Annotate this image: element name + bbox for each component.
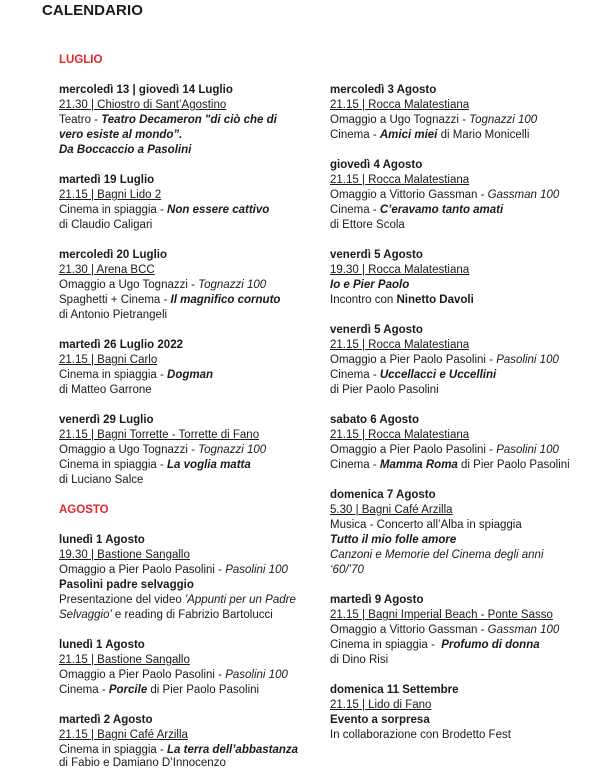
event-title: La voglia matta — [167, 459, 251, 471]
event-date: domenica 11 Settembre — [330, 684, 459, 696]
event-venue-link[interactable]: 21.15 | Rocca Malatestiana — [330, 174, 470, 186]
event-venue-link[interactable]: 21.15 | Bagni Torrette - Torrette di Fano — [59, 429, 260, 441]
event-description — [59, 203, 269, 218]
event-title: Uccellacci e Uccellini — [379, 369, 497, 381]
event-venue-link[interactable]: 21.15 | Rocca Malatestiana — [330, 429, 470, 441]
event-series: Pasolini 100 — [225, 564, 288, 576]
event-title: C’eravamo tanto amati — [379, 204, 504, 216]
event-title: Profumo di donna — [441, 639, 540, 651]
event-director: di Luciano Salce — [59, 474, 144, 486]
event-tribute-text: Omaggio a Ugo Tognazzi - — [59, 279, 199, 291]
event-date: venerdì 29 Luglio — [59, 414, 154, 426]
event-venue-link[interactable]: 21.15 | Bagni Lido 2 — [59, 189, 162, 201]
event-category: Cinema - — [330, 129, 380, 141]
event-director: di Ettore Scola — [330, 219, 405, 231]
event-category: Cinema - — [330, 204, 380, 216]
event-video-title-continued: Selvaggio' — [59, 609, 112, 621]
event-director: di Antonio Pietrangeli — [59, 309, 168, 321]
event-tribute-text: Omaggio a Pier Paolo Pasolini - — [59, 564, 226, 576]
event-venue-link[interactable]: 21.15 | Bastione Sangallo — [59, 654, 190, 666]
event-description — [59, 593, 296, 608]
event-guest: Ninetto Davoli — [396, 294, 474, 306]
event-venue-link[interactable]: 21.15 | Bagni Carlo — [59, 354, 158, 366]
event-subtitle-continued: ‘60/’70 — [330, 564, 364, 576]
event-date: mercoledì 3 Agosto — [330, 84, 437, 96]
event-venue-link[interactable]: 21.15 | Rocca Malatestiana — [330, 339, 470, 351]
event-reading-text: e reading di Fabrizio Bartolucci — [111, 609, 273, 621]
event-tribute — [59, 668, 288, 683]
event-venue-link[interactable]: 19.30 | Rocca Malatestiana — [330, 264, 470, 276]
event-director: di Matteo Garrone — [59, 384, 152, 396]
event-title: Teatro Decameron "di ciò che di — [101, 114, 277, 126]
event-title: Dogman — [167, 369, 214, 381]
event-description-text: Incontro con — [330, 294, 397, 306]
event-series: Gassman 100 — [487, 624, 560, 636]
event-tribute-text: Omaggio a Ugo Tognazzi - — [330, 114, 470, 126]
event-subtitle: Canzoni e Memorie del Cinema degli anni — [330, 549, 544, 561]
event-venue-link[interactable]: 21.30 | Arena BCC — [59, 264, 155, 276]
event-director: di Fabio e Damiano D’Innocenzo — [59, 757, 226, 769]
event-subtitle: Da Boccaccio a Pasolini — [59, 144, 192, 156]
event-description — [59, 368, 213, 383]
event-category: Cinema in spiaggia - — [59, 369, 168, 381]
event-category: Cinema in spiaggia - — [330, 639, 442, 651]
event-director: di Mario Monicelli — [437, 129, 530, 141]
event-date: martedì 19 Luglio — [59, 174, 155, 186]
event-description — [330, 638, 540, 653]
event-venue-link[interactable]: 21.15 | Rocca Malatestiana — [330, 99, 470, 111]
event-tribute-text: Omaggio a Pier Paolo Pasolini - — [330, 444, 497, 456]
event-title: Evento a sorpresa — [330, 714, 430, 726]
page-title: CALENDARIO — [42, 2, 143, 19]
event-date: martedì 9 Agosto — [330, 594, 424, 606]
event-description — [59, 113, 277, 128]
event-venue-link[interactable]: 21.15 | Bagni Imperial Beach - Ponte Sasso — [330, 609, 553, 621]
event-tribute — [330, 443, 559, 458]
event-venue-link[interactable]: 19.30 | Bastione Sangallo — [59, 549, 190, 561]
event-venue-link[interactable]: 21.30 | Chiostro di Sant’Agostino — [59, 99, 227, 111]
event-title: Io e Pier Paolo — [330, 279, 410, 291]
event-venue-link[interactable]: 21.15 | Lido di Fano — [330, 699, 432, 711]
event-title: Porcile — [108, 684, 148, 696]
event-title: Mamma Roma — [379, 459, 458, 471]
event-tribute-text: Omaggio a Vittorio Gassman - — [330, 624, 488, 636]
event-description — [330, 203, 503, 218]
event-title-continued: vero esiste al mondo”. — [59, 129, 183, 141]
event-series: Tognazzi 100 — [198, 279, 267, 291]
event-director: di Dino Risi — [330, 654, 389, 666]
event-series: Gassman 100 — [487, 189, 560, 201]
event-date: mercoledì 20 Luglio — [59, 249, 167, 261]
month-heading-luglio: LUGLIO — [59, 54, 103, 66]
event-date: domenica 7 Agosto — [330, 489, 436, 501]
event-tribute — [330, 188, 559, 203]
event-director: di Claudio Caligari — [59, 219, 153, 231]
event-category: Teatro - — [59, 114, 102, 126]
event-director: di Pier Paolo Pasolini — [147, 684, 260, 696]
event-video-title: 'Appunti per un Padre — [184, 594, 296, 606]
event-title: Tutto il mio folle amore — [330, 534, 457, 546]
event-date: martedì 2 Agosto — [59, 714, 153, 726]
event-title: Il magnifico cornuto — [170, 294, 281, 306]
month-heading-agosto: AGOSTO — [59, 504, 109, 516]
event-date: venerdì 5 Agosto — [330, 249, 423, 261]
event-tribute — [330, 623, 559, 638]
event-tribute-text: Omaggio a Ugo Tognazzi - — [59, 444, 199, 456]
event-director: di Pier Paolo Pasolini — [330, 384, 439, 396]
event-series: Tognazzi 100 — [469, 114, 538, 126]
event-title: Non essere cattivo — [167, 204, 270, 216]
event-description-continued — [59, 608, 273, 623]
event-venue-link[interactable]: 5.30 | Bagni Café Arzilla — [330, 504, 453, 516]
event-description — [330, 368, 496, 383]
event-description — [330, 458, 570, 473]
event-tribute — [330, 113, 537, 128]
event-tribute-text: Omaggio a Vittorio Gassman - — [330, 189, 488, 201]
event-category: Cinema - — [330, 369, 380, 381]
event-series: Tognazzi 100 — [198, 444, 267, 456]
event-description — [59, 293, 280, 308]
event-date: martedì 26 Luglio 2022 — [59, 339, 183, 351]
event-tribute — [59, 443, 266, 458]
event-title: La terra dell’abbastanza — [167, 744, 299, 756]
event-category: Cinema in spiaggia - — [59, 744, 168, 756]
event-date: mercoledì 13 | giovedì 14 Luglio — [59, 84, 233, 96]
event-title: Amici miei — [379, 129, 438, 141]
event-date: lunedì 1 Agosto — [59, 639, 145, 651]
event-description: In collaborazione con Brodetto Fest — [330, 729, 511, 741]
event-description-text: Presentazione del video — [59, 594, 185, 606]
event-series: Pasolini 100 — [225, 669, 288, 681]
event-tribute-text: Omaggio a Pier Paolo Pasolini - — [59, 669, 226, 681]
event-category: Cinema - — [59, 684, 109, 696]
event-director: di Pier Paolo Pasolini — [457, 459, 570, 471]
event-category: Cinema - — [330, 459, 380, 471]
event-category: Cinema in spiaggia - — [59, 459, 168, 471]
event-date: sabato 6 Agosto — [330, 414, 420, 426]
event-category: Spaghetti + Cinema - — [59, 294, 171, 306]
event-tribute — [330, 353, 559, 368]
event-series: Pasolini 100 — [496, 444, 559, 456]
event-date: lunedì 1 Agosto — [59, 534, 145, 546]
event-date: venerdì 5 Agosto — [330, 324, 423, 336]
event-description — [330, 293, 474, 308]
event-category: Cinema in spiaggia - — [59, 204, 168, 216]
event-description — [59, 683, 259, 698]
event-tribute — [59, 563, 288, 578]
event-title: Pasolini padre selvaggio — [59, 579, 194, 591]
event-description — [59, 458, 251, 473]
event-description: Musica - Concerto all’Alba in spiaggia — [330, 519, 522, 531]
event-venue-link[interactable]: 21.15 | Bagni Café Arzilla — [59, 729, 188, 741]
event-description — [330, 128, 529, 143]
event-series: Pasolini 100 — [496, 354, 559, 366]
event-date: giovedì 4 Agosto — [330, 159, 423, 171]
event-tribute — [59, 278, 266, 293]
event-tribute-text: Omaggio a Pier Paolo Pasolini - — [330, 354, 497, 366]
